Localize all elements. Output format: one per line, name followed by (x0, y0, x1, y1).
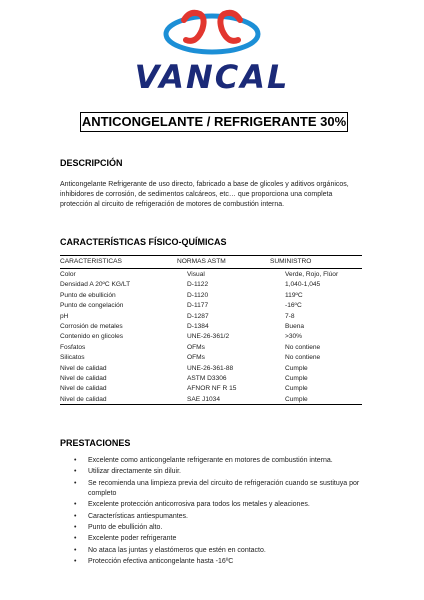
table-cell: No contiene (285, 343, 321, 351)
descripcion-line: protección al circuito de refrigeración de motores de combustión interna. (60, 201, 285, 208)
list-item (60, 479, 360, 499)
list-item-text: Se recomienda una limpieza previa del circuito de refrigeración cuando se sustituya por completo (88, 479, 360, 497)
table-cell: Cumple (285, 374, 308, 382)
table-cell: No contiene (285, 354, 321, 362)
table-cell: SAE J1034 (187, 395, 220, 403)
list-item-text: Excelente como anticongelante refrigerante en motores de combustión interna. (88, 457, 333, 464)
table-cell: Verde, Rojo, Flúor (285, 271, 339, 278)
table-cell: Contenido en glicoles (60, 333, 124, 341)
table-row (60, 394, 362, 404)
prestaciones-heading: PRESTACIONES (60, 438, 131, 448)
descripcion-text (60, 180, 370, 210)
bullet-icon: • (74, 501, 77, 509)
table-row (60, 342, 362, 352)
bullet-icon: • (74, 523, 77, 531)
table-cell: -16ºC (285, 302, 302, 310)
brand-name: VANCAL (134, 58, 290, 96)
table-row (60, 290, 362, 300)
list-item-text: No ataca las juntas y elastómeros que estén en contacto. (88, 546, 266, 554)
list-item-text: Excelente protección anticorrosiva para todos los metales y aleaciones. (88, 501, 310, 509)
table-cell: Nivel de calidad (60, 395, 107, 403)
table-cell: 1,040-1,045 (285, 281, 321, 289)
bullet-icon: • (74, 558, 77, 566)
bullet-icon: • (74, 546, 77, 554)
table-row (60, 269, 362, 279)
header-cell: CARACTERISTICAS (60, 258, 122, 265)
table-cell: Punto de congelación (60, 302, 124, 310)
list-item (60, 512, 360, 522)
caracteristicas-heading: CARACTERÍSTICAS FÍSICO-QUÍMICAS (60, 237, 227, 247)
table-cell: Buena (285, 322, 305, 330)
table-row (60, 352, 362, 362)
list-item (60, 546, 360, 556)
table-cell: AFNOR NF R 15 (187, 385, 237, 393)
list-item-text: Punto de ebullición alto. (88, 523, 163, 531)
descripcion-line: inhibidores de corrosión, de sedimentos calcáreos, etc… que proporciona una completa (60, 191, 333, 198)
table-header (60, 255, 362, 269)
table-cell: UNE-26-361/2 (187, 333, 230, 341)
table-row (60, 383, 362, 393)
table-cell: Corrosión de metales (60, 322, 123, 330)
table-cell: Cumple (285, 395, 308, 403)
vancal-logo (0, 8, 424, 98)
table-cell: OFMs (187, 354, 205, 362)
table-row (60, 373, 362, 383)
table-row (60, 279, 362, 289)
header-cell: SUMINISTRO (270, 258, 312, 265)
table-cell: Color (60, 271, 76, 278)
table-cell: D-1122 (187, 281, 209, 289)
bullet-icon: • (74, 512, 77, 520)
logo-emblem-icon (162, 8, 262, 56)
table-cell: >30% (285, 333, 303, 341)
list-item (60, 523, 360, 533)
table-cell: Nivel de calidad (60, 364, 107, 372)
bullet-icon: • (74, 468, 77, 476)
list-item (60, 500, 360, 510)
table-bottom-rule (60, 404, 362, 405)
table-row (60, 321, 362, 331)
list-item-text: Protección efectiva anticongelante hasta -16ºC (88, 558, 234, 566)
list-item-text: Características antiespumantes. (88, 512, 188, 520)
list-item (60, 456, 360, 466)
table-row (60, 311, 362, 321)
table-cell: D-1177 (187, 302, 209, 310)
table-row (60, 331, 362, 341)
list-item (60, 557, 360, 567)
list-item-text: Utilizar directamente sin diluir. (88, 468, 181, 476)
bullet-icon: • (74, 479, 77, 487)
table-cell: D-1384 (187, 322, 209, 330)
bullet-icon: • (74, 457, 77, 464)
table-cell: OFMs (187, 343, 205, 351)
table-row (60, 363, 362, 373)
table-cell: Densidad A 20ºC KG/LT (60, 281, 131, 289)
table-cell: Punto de ebullición (60, 291, 116, 299)
table-cell: Nivel de calidad (60, 374, 107, 382)
page-title: ANTICONGELANTE / REFRIGERANTE 30% (80, 112, 348, 132)
list-item-text: Excelente poder refrigerante (88, 535, 177, 543)
header-cell: NORMAS ASTM (177, 258, 226, 265)
table-cell: D-1287 (187, 312, 209, 320)
table-cell: ASTM D3306 (187, 374, 227, 382)
descripcion-line: Anticongelante Refrigerante de uso directo, fabricado a base de glicoles y aditivos orgánicos, (60, 181, 349, 188)
table-cell: D-1120 (187, 291, 209, 299)
table-row (60, 300, 362, 310)
table-cell: 119ºC (285, 291, 303, 299)
table-cell: UNE-26-361-88 (187, 364, 234, 372)
table-cell: Visual (187, 271, 205, 278)
table-cell: Cumple (285, 364, 308, 372)
table-cell: Silicatos (60, 354, 85, 362)
prestaciones-list (60, 456, 360, 569)
bullet-icon: • (74, 535, 77, 543)
table-cell: Nivel de calidad (60, 385, 107, 393)
table-body (60, 269, 362, 404)
descripcion-heading: DESCRIPCIÓN (60, 158, 123, 168)
list-item (60, 467, 360, 477)
table-cell: Cumple (285, 385, 308, 393)
table-cell: pH (60, 312, 69, 320)
properties-table (60, 255, 362, 405)
list-item (60, 534, 360, 544)
table-cell: 7-8 (285, 312, 295, 320)
table-cell: Fosfatos (60, 343, 86, 351)
